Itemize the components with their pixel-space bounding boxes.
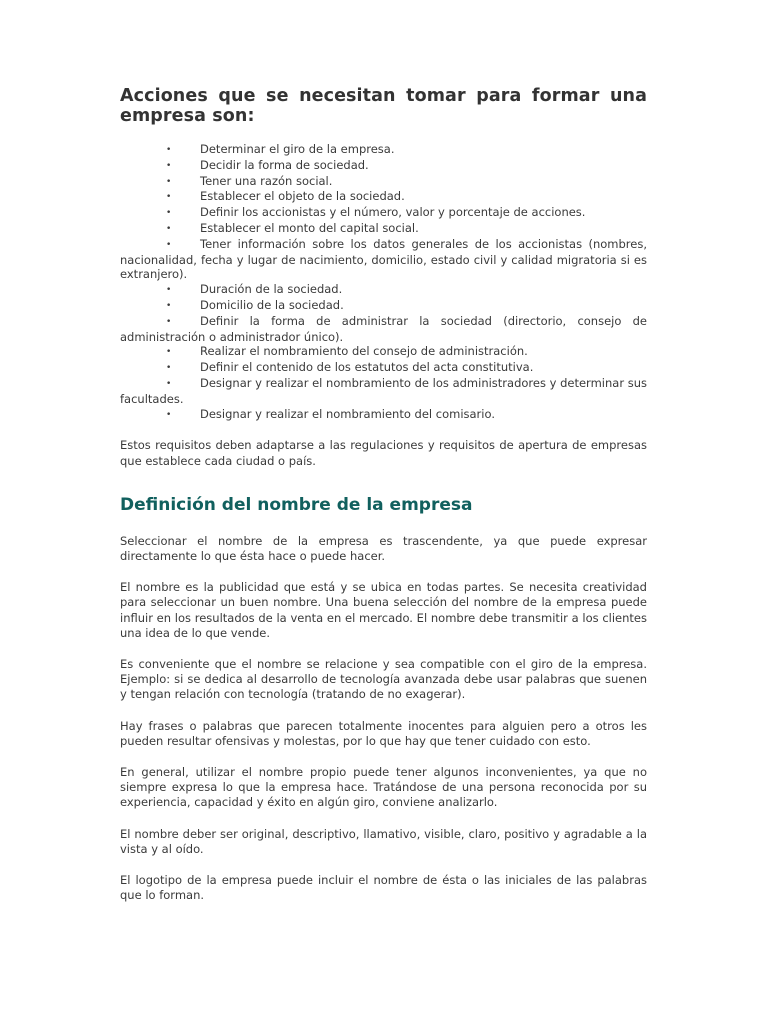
list-item-text: Definir los accionistas y el número, valor y porcentaje de acciones. bbox=[200, 205, 586, 220]
list-item-text: Definir la forma de administrar la sociedad (directorio, consejo de administración o administrador único). bbox=[120, 313, 647, 344]
bullet-icon: • bbox=[166, 300, 172, 311]
section-title-nombre: Definición del nombre de la empresa bbox=[120, 494, 473, 515]
bullet-icon: • bbox=[166, 363, 172, 374]
bullet-icon: • bbox=[166, 409, 172, 420]
list-item-text: Realizar el nombramiento del consejo de administración. bbox=[200, 344, 528, 359]
bullet-icon: • bbox=[166, 347, 172, 358]
list-item bbox=[120, 158, 647, 174]
list-item-text: Tener una razón social. bbox=[200, 173, 333, 188]
bullet-icon: • bbox=[166, 316, 172, 327]
list-item-text: Establecer el objeto de la sociedad. bbox=[200, 189, 405, 204]
list-item bbox=[120, 174, 647, 190]
list-item bbox=[120, 344, 647, 360]
list-item-text: Establecer el monto del capital social. bbox=[200, 220, 419, 235]
list-item-text: Definir el contenido de los estatutos del acta constitutiva. bbox=[200, 360, 534, 375]
list-item-text: Duración de la sociedad. bbox=[200, 282, 343, 297]
list-item bbox=[120, 142, 647, 158]
bullet-icon: • bbox=[166, 239, 172, 250]
paragraph: Hay frases o palabras que parecen totalmente inocentes para alguien pero a otros les pueden resultar ofensivas y molestas, por lo que hay que tener cuidado con esto. bbox=[120, 718, 647, 748]
actions-list bbox=[120, 142, 647, 422]
list-item-text: Tener información sobre los datos generales de los accionistas (nombres, nacionalidad, fecha y lugar de nacimiento, domicilio, estado civil y calidad migratoria si es extranjero). bbox=[120, 236, 647, 282]
bullet-icon: • bbox=[166, 208, 172, 219]
list-item bbox=[120, 205, 647, 221]
bullet-icon: • bbox=[166, 160, 172, 171]
section-title-acciones: Acciones que se necesitan tomar para formar una empresa son: bbox=[120, 86, 647, 126]
list-item bbox=[120, 298, 647, 314]
list-item-text: Designar y realizar el nombramiento de los administradores y determinar sus facultades. bbox=[120, 375, 647, 406]
paragraph: Es conveniente que el nombre se relacione y sea compatible con el giro de la empresa. Ejemplo: si se dedica al desarrollo de tecnología avanzada debe usar palabras que suenen y tengan relación con tecnología (tratando de no exagerar). bbox=[120, 656, 647, 702]
list-item bbox=[120, 376, 647, 407]
requirements-note: Estos requisitos deben adaptarse a las regulaciones y requisitos de apertura de empresas que establece cada ciudad o país. bbox=[120, 438, 647, 468]
list-item-text: Determinar el giro de la empresa. bbox=[200, 142, 395, 156]
list-item bbox=[120, 314, 647, 345]
bullet-icon: • bbox=[166, 285, 172, 296]
list-item-text: Designar y realizar el nombramiento del comisario. bbox=[200, 406, 495, 421]
list-item bbox=[120, 407, 647, 423]
list-item bbox=[120, 282, 647, 298]
list-item bbox=[120, 237, 647, 282]
list-item bbox=[120, 189, 647, 205]
paragraph: El logotipo de la empresa puede incluir el nombre de ésta o las iniciales de las palabras que lo forman. bbox=[120, 873, 647, 903]
bullet-icon: • bbox=[166, 192, 172, 203]
paragraph: El nombre es la publicidad que está y se ubica en todas partes. Se necesita creatividad para seleccionar un buen nombre. Una buena selección del nombre de la empresa puede influir en los resultados de la venta en el mercado. El nombre debe transmitir a los clientes una idea de lo que vende. bbox=[120, 580, 647, 640]
list-item bbox=[120, 221, 647, 237]
paragraph: En general, utilizar el nombre propio puede tener algunos inconvenientes, ya que no siempre expresa lo que la empresa hace. Tratándose de una persona reconocida por su experiencia, capacidad y éxito en algún giro, conviene analizarlo. bbox=[120, 764, 647, 810]
list-item-text: Decidir la forma de sociedad. bbox=[200, 157, 369, 172]
list-item bbox=[120, 360, 647, 376]
document-content bbox=[120, 86, 647, 919]
bullet-icon: • bbox=[166, 145, 172, 155]
paragraph: El nombre deber ser original, descriptivo, llamativo, visible, claro, positivo y agradable a la vista y al oído. bbox=[120, 826, 647, 856]
bullet-icon: • bbox=[166, 223, 172, 234]
list-item-text: Domicilio de la sociedad. bbox=[200, 297, 344, 312]
paragraph: Seleccionar el nombre de la empresa es trascendente, ya que puede expresar directamente lo que ésta hace o puede hacer. bbox=[120, 533, 647, 563]
bullet-icon: • bbox=[166, 176, 172, 187]
bullet-icon: • bbox=[166, 378, 172, 389]
